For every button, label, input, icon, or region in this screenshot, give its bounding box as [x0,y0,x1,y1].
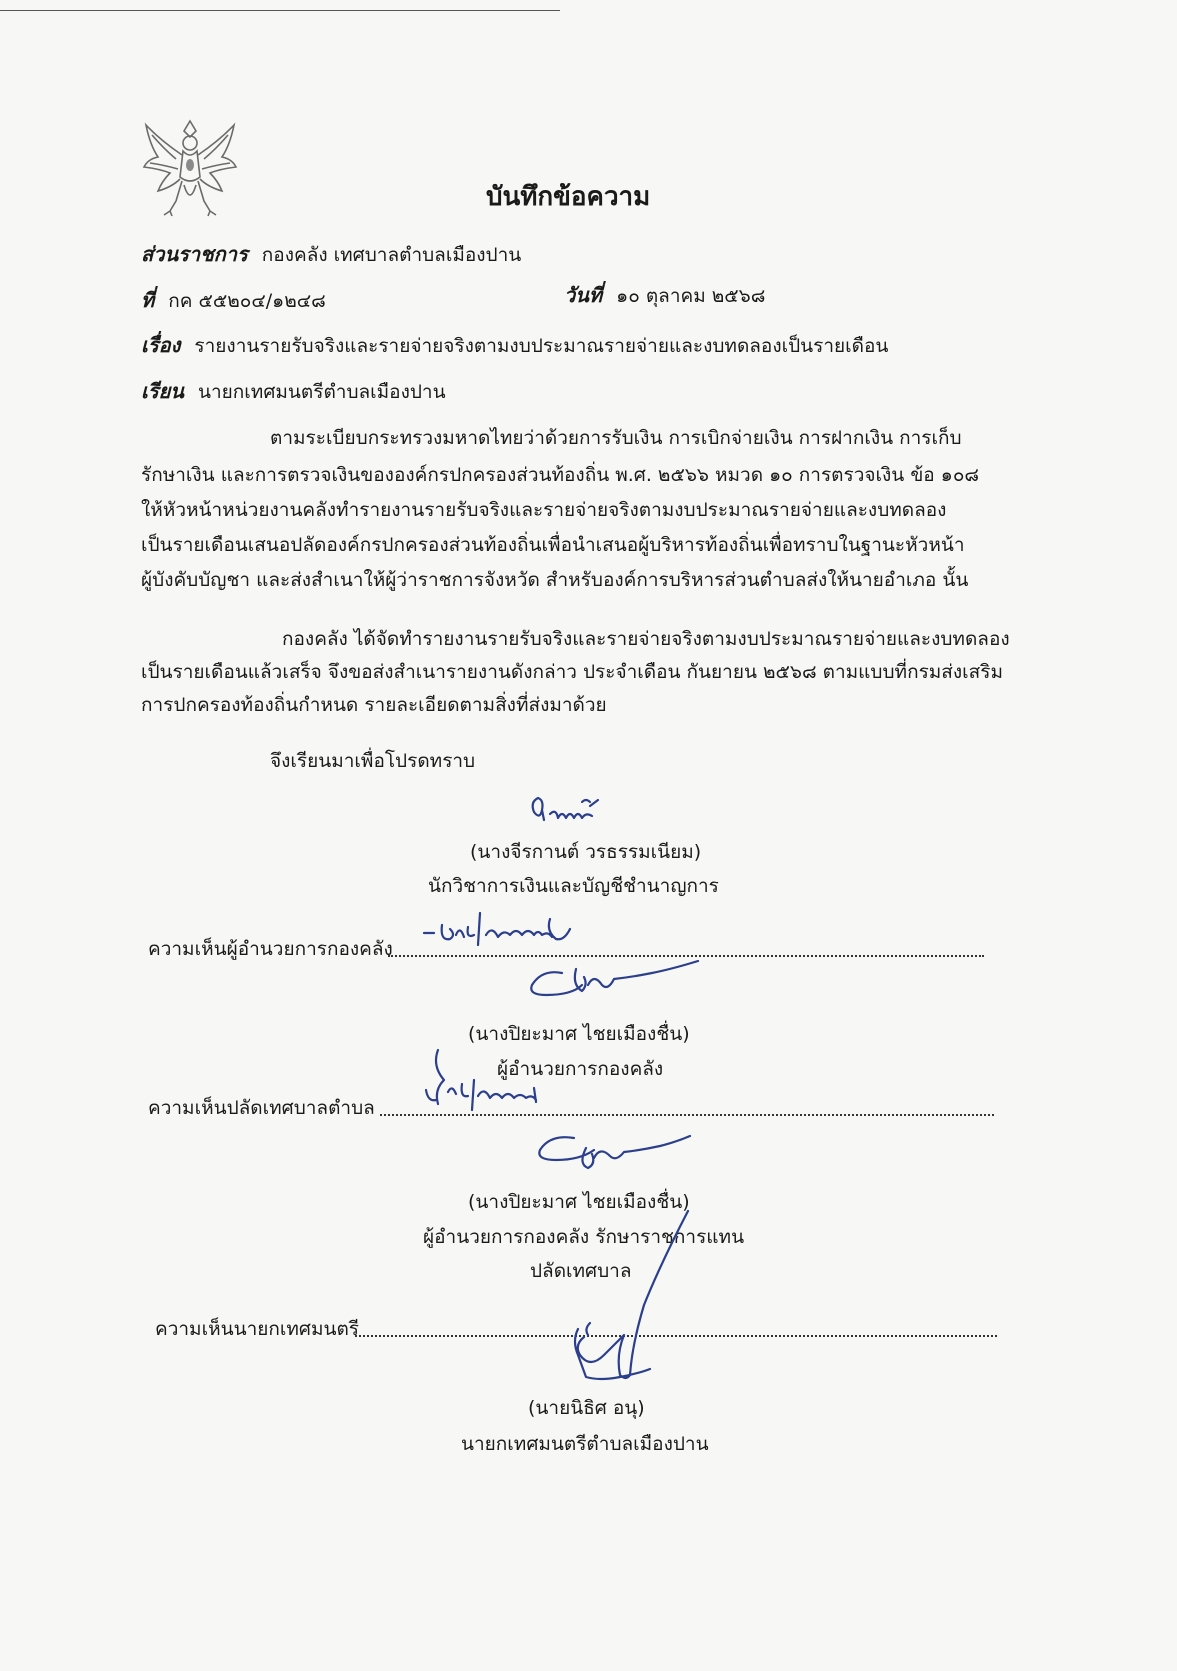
to-line [141,379,446,404]
opinion-2-handwriting-image [418,1040,568,1115]
ref-label: ที่ [141,288,155,312]
signature-4-image [560,1205,700,1395]
subject-label: เรื่อง [141,333,181,357]
signature-1-image [520,790,630,835]
scan-edge-line [0,10,560,11]
date-line [564,283,765,308]
body-p1-line-1: ตามระเบียบกระทรวงมหาดไทยว่าด้วยการรับเงิน การเบิกจ่ายเงิน การฝากเงิน การเก็บ [270,427,962,449]
body-p2-line-1: กองคลัง ได้จัดทำรายงานรายรับจริงและรายจ่ายจริงตามงบประมาณรายจ่ายและงบทดลอง [282,628,1010,650]
ref-value: กค ๕๕๒๐๔/๑๒๔๘ [168,290,326,312]
closing-line: จึงเรียนมาเพื่อโปรดทราบ [270,750,476,772]
memo-title: บันทึกข้อความ [486,182,651,212]
date-value: ๑๐ ตุลาคม ๒๕๖๘ [616,285,766,307]
body-p1-line-3: ให้หัวหน้าหน่วยงานคลังทำรายงานรายรับจริงและรายจ่ายจริงตามงบประมาณรายจ่ายและงบทดลอง [141,499,947,521]
body-p2-line-3: การปกครองท้องถิ่นกำหนด รายละเอียดตามสิ่งที่ส่งมาด้วย [141,694,607,716]
signer-4-name: (นายนิธิศ อนุ) [528,1397,645,1419]
date-label: วันที่ [564,283,603,307]
garuda-emblem-icon [140,115,240,220]
signer-1-name: (นางจีรกานต์ วรธรรมเนียม) [470,841,702,863]
body-p1-line-4: เป็นรายเดือนเสนอปลัดองค์กรปกครองส่วนท้องถิ่นเพื่อนำเสนอผู้บริหารท้องถิ่นเพื่อทราบในฐานะหัวหน้า [141,534,965,556]
signer-3-name: (นางปิยะมาศ ไชยเมืองชื่น) [468,1191,690,1213]
signer-2-name: (นางปิยะมาศ ไชยเมืองชื่น) [468,1023,690,1045]
opinion-1-handwriting-image [420,905,595,955]
body-p2-line-2: เป็นรายเดือนแล้วเสร็จ จึงขอส่งสำเนารายงานดังกล่าว ประจำเดือน กันยายน ๒๕๖๘ ตามแบบที่กรมส่งเสริม [141,661,1004,683]
agency-line [141,242,521,267]
to-label: เรียน [141,379,184,403]
agency-value: กองคลัง เทศบาลตำบลเมืองปาน [261,244,522,266]
signature-3-image [530,1124,700,1184]
opinion-1-label: ความเห็นผู้อำนวยการกองคลัง [148,938,393,960]
signature-2-image [522,955,707,1015]
to-value: นายกเทศมนตรีตำบลเมืองปาน [198,381,446,403]
opinion-2-label: ความเห็นปลัดเทศบาลตำบล [148,1097,375,1119]
signer-2-position: ผู้อำนวยการกองคลัง [497,1058,664,1080]
agency-label: ส่วนราชการ [141,242,248,266]
signer-4-position: นายกเทศมนตรีตำบลเมืองปาน [461,1433,709,1455]
ref-line [141,288,326,313]
subject-line [141,333,888,358]
body-p1-line-2: รักษาเงิน และการตรวจเงินขององค์กรปกครองส่วนท้องถิ่น พ.ศ. ๒๕๖๖ หมวด ๑๐ การตรวจเงิน ข้อ ๑๐๘ [141,464,980,486]
signer-1-position: นักวิชาการเงินและบัญชีชำนาญการ [428,875,719,897]
signer-3-position: ผู้อำนวยการกองคลัง รักษาราชการแทน [423,1226,745,1248]
opinion-3-label: ความเห็นนายกเทศมนตรี [155,1318,360,1340]
body-p1-line-5: ผู้บังคับบัญชา และส่งสำเนาให้ผู้ว่าราชการจังหวัด สำหรับองค์การบริหารส่วนตำบลส่งให้นายอำเภอ นั้น [141,569,969,591]
subject-value: รายงานรายรับจริงและรายจ่ายจริงตามงบประมาณรายจ่ายและงบทดลองเป็นรายเดือน [194,335,889,357]
signer-3-position-2: ปลัดเทศบาล [530,1260,632,1282]
